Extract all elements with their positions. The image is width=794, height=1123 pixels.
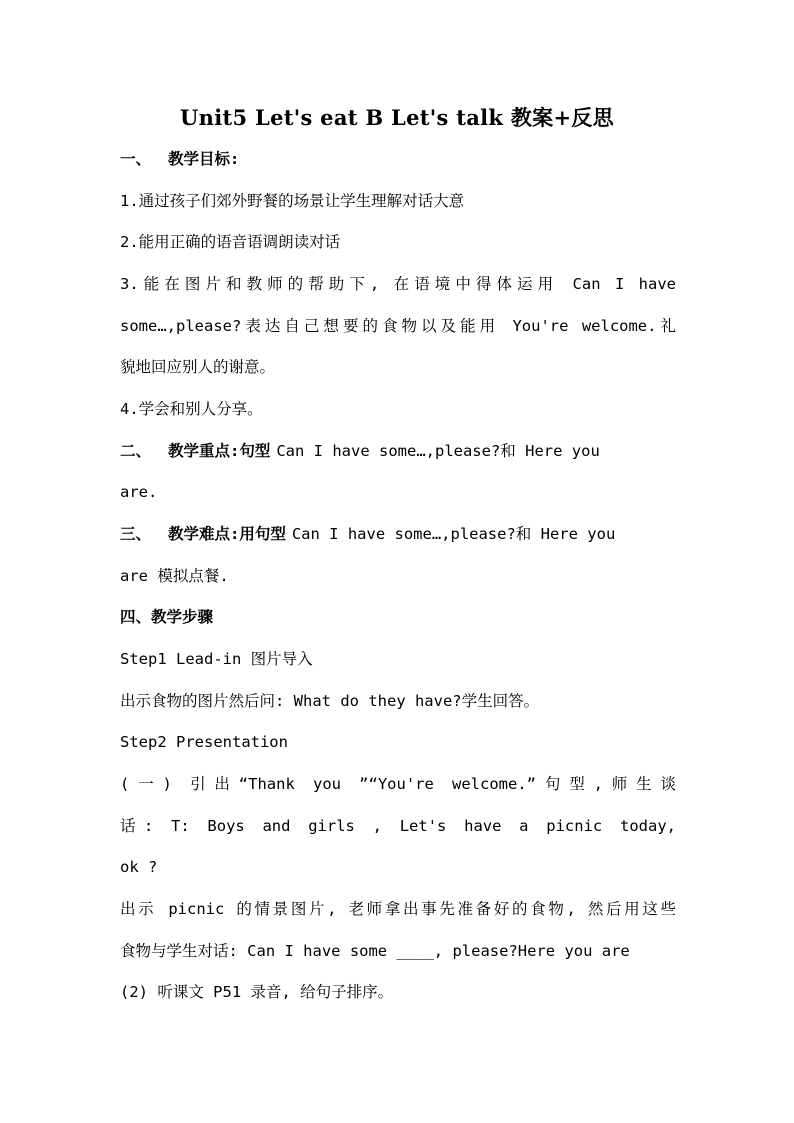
objective-1: 1.通过孩子们郊外野餐的场景让学生理解对话大意 <box>120 192 465 210</box>
step2-paragraph-1-line-1: (一) 引出“Thank you ”“You're welcome.”句型,师生谈 <box>120 775 676 793</box>
step1-text: 出示食物的图片然后问: What do they have?学生回答。 <box>120 692 540 710</box>
section-label: 教学难点:用句型 <box>168 525 286 543</box>
step2-title: Step2 Presentation <box>120 733 288 751</box>
section-text-continued: are. <box>120 483 158 501</box>
step2-paragraph-2-line-1: 出示 picnic 的情景图片, 老师拿出事先准备好的食物, 然后用这些 <box>120 900 676 918</box>
step1-title: Step1 Lead-in 图片导入 <box>120 650 313 668</box>
section-text: Can I have some…,please?和 Here you <box>276 442 600 460</box>
step2-paragraph-1-line-3: ok ? <box>120 858 158 876</box>
objective-4: 4.学会和别人分享。 <box>120 400 263 418</box>
section-label: 教学目标: <box>168 150 240 168</box>
objective-3-line-1: 3.能在图片和教师的帮助下, 在语境中得体运用 Can I have <box>120 275 676 293</box>
step2-paragraph-2-line-2: 食物与学生对话: Can I have some ____, please?Here you are <box>120 942 630 960</box>
section-heading-objectives <box>120 148 676 170</box>
objective-2: 2.能用正确的语音语调朗读对话 <box>120 233 341 251</box>
objective-3-line-2: some…,please?表达自己想要的食物以及能用 You're welcome.礼 <box>120 317 676 335</box>
section-heading-key-points <box>120 440 676 462</box>
step2-paragraph-3: (2) 听课文 P51 录音, 给句子排序。 <box>120 983 394 1001</box>
section-heading-steps: 四、教学步骤 <box>120 608 214 626</box>
section-label: 教学重点:句型 <box>168 442 271 460</box>
objective-3-line-3: 貌地回应别人的谢意。 <box>120 358 276 376</box>
step2-paragraph-1-line-2: 话: T: Boys and girls , Let's have a picnic today, <box>120 817 676 835</box>
section-heading-difficulties <box>120 523 676 545</box>
section-number: 三、 <box>120 525 152 543</box>
section-text-continued: are 模拟点餐. <box>120 567 229 585</box>
section-text: Can I have some…,please?和 Here you <box>291 525 616 543</box>
section-number: 二、 <box>120 442 152 460</box>
section-number: 一、 <box>120 150 152 168</box>
document-title: Unit5 Let's eat B Let's talk 教案+反思 <box>180 105 614 130</box>
